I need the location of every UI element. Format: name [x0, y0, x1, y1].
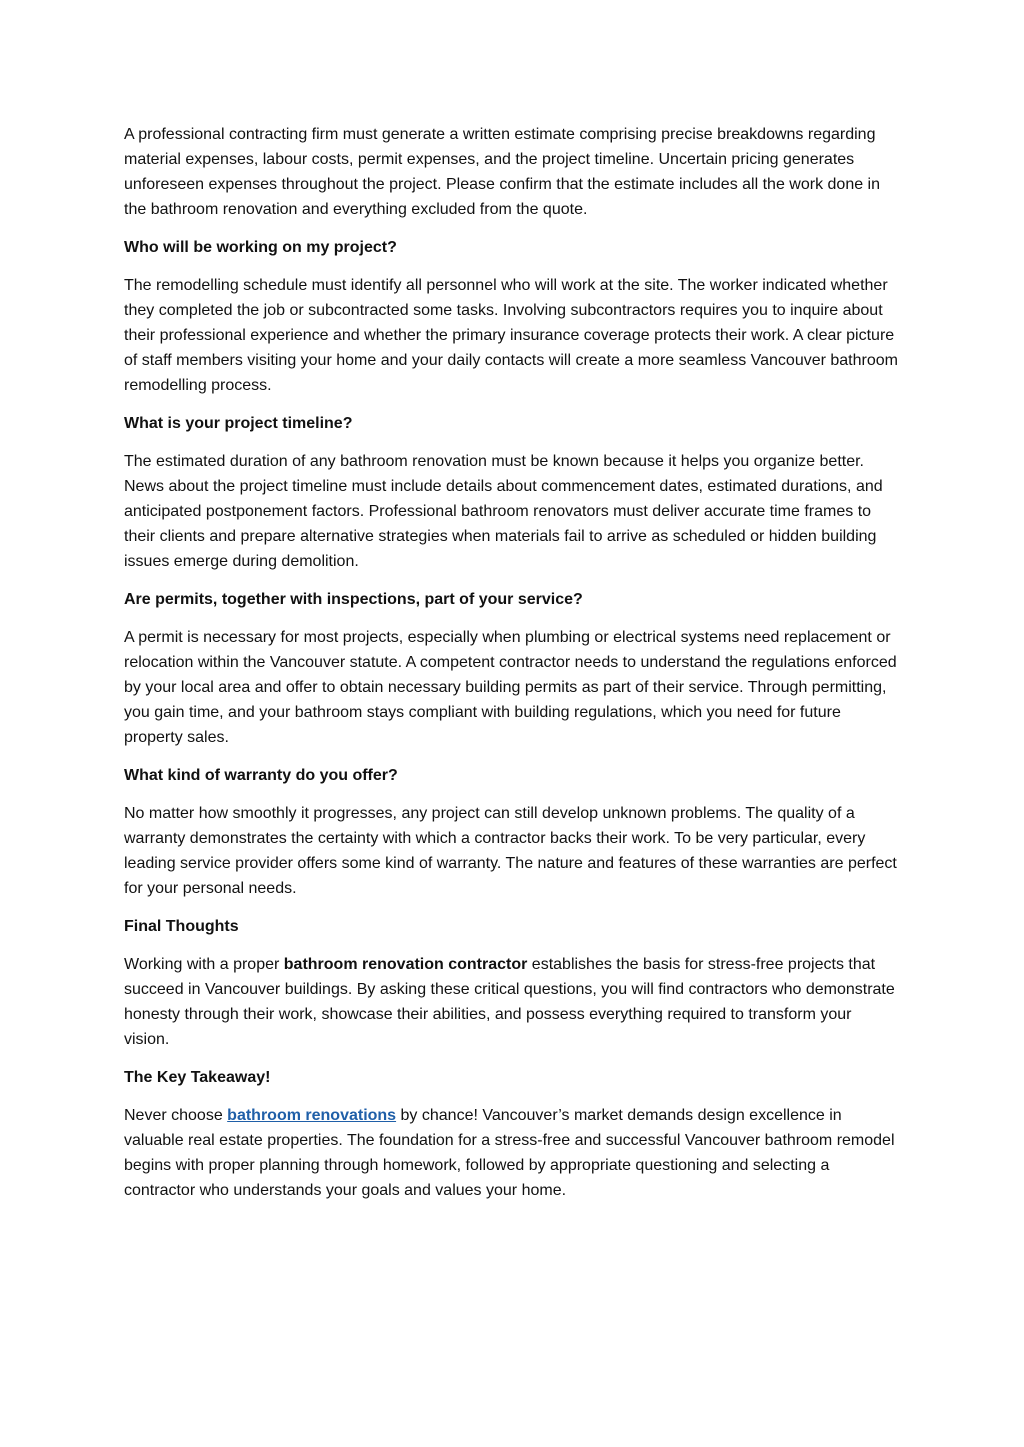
- heading-project-timeline: What is your project timeline?: [124, 415, 353, 432]
- bold-contractor-phrase: bathroom renovation contractor: [283, 956, 528, 973]
- final-thoughts-text-start: Working with a proper: [124, 956, 284, 973]
- heading-permits-inspections: Are permits, together with inspections, part of your service?: [124, 591, 583, 608]
- heading-warranty: What kind of warranty do you offer?: [124, 767, 398, 784]
- paragraph-permits-inspections: A permit is necessary for most projects, especially when plumbing or electrical systems need replacement or relocation within the Vancouver statute. A competent contractor needs to understand the regulations enforced by your local area and offer to obtain necessary building permits as part of their service. Through permitting, you gain time, and your bathroom stays compliant with building regulations, which you need for future property sales.: [124, 629, 897, 746]
- key-takeaway-text-start: Never choose: [124, 1107, 228, 1124]
- key-takeaway-text-end: by chance! Vancouver’s market demands design excellence in valuable real estate properties. The foundation for a stress-free and successful Vancouver bathroom remodel begins with proper planning through homework, followed by appropriate questioning and selecting a contractor who understands your goals and values your home.: [124, 1107, 895, 1199]
- document-page: [124, 122, 899, 1216]
- paragraph-key-takeaway: [124, 1103, 899, 1203]
- heading-who-working: Who will be working on my project?: [124, 239, 397, 256]
- heading-key-takeaway: The Key Takeaway!: [124, 1069, 271, 1086]
- intro-paragraph: A professional contracting firm must generate a written estimate comprising precise breakdowns regarding material expenses, labour costs, permit expenses, and the project timeline. Uncertain pricing generates unforeseen expenses throughout the project. Please confirm that the estimate includes all the work done in the bathroom renovation and everything excluded from the quote.: [124, 126, 881, 218]
- bathroom-renovations-link[interactable]: bathroom renovations: [227, 1107, 397, 1124]
- paragraph-final-thoughts: [124, 952, 899, 1052]
- paragraph-project-timeline: The estimated duration of any bathroom renovation must be known because it helps you organize better. News about the project timeline must include details about commencement dates, estimated durations, and anticipated postponement factors. Professional bathroom renovators must deliver accurate time frames to their clients and prepare alternative strategies when materials fail to arrive as scheduled or hidden building issues emerge during demolition.: [124, 453, 883, 570]
- final-thoughts-text-end: establishes the basis for stress-free projects that succeed in Vancouver buildings. By asking these critical questions, you will find contractors who demonstrate honesty through their work, showcase their abilities, and possess everything required to transform your vision.: [124, 956, 895, 1048]
- heading-final-thoughts: Final Thoughts: [124, 918, 239, 935]
- paragraph-warranty: No matter how smoothly it progresses, any project can still develop unknown problems. The quality of a warranty demonstrates the certainty with which a contractor backs their work. To be very particular, every leading service provider offers some kind of warranty. The nature and features of these warranties are perfect for your personal needs.: [124, 805, 897, 897]
- paragraph-who-working: The remodelling schedule must identify all personnel who will work at the site. The worker indicated whether they completed the job or subcontracted some tasks. Involving subcontractors requires you to inquire about their professional experience and whether the primary insurance coverage protects their work. A clear picture of staff members visiting your home and your daily contacts will create a more seamless Vancouver bathroom remodelling process.: [124, 277, 898, 394]
